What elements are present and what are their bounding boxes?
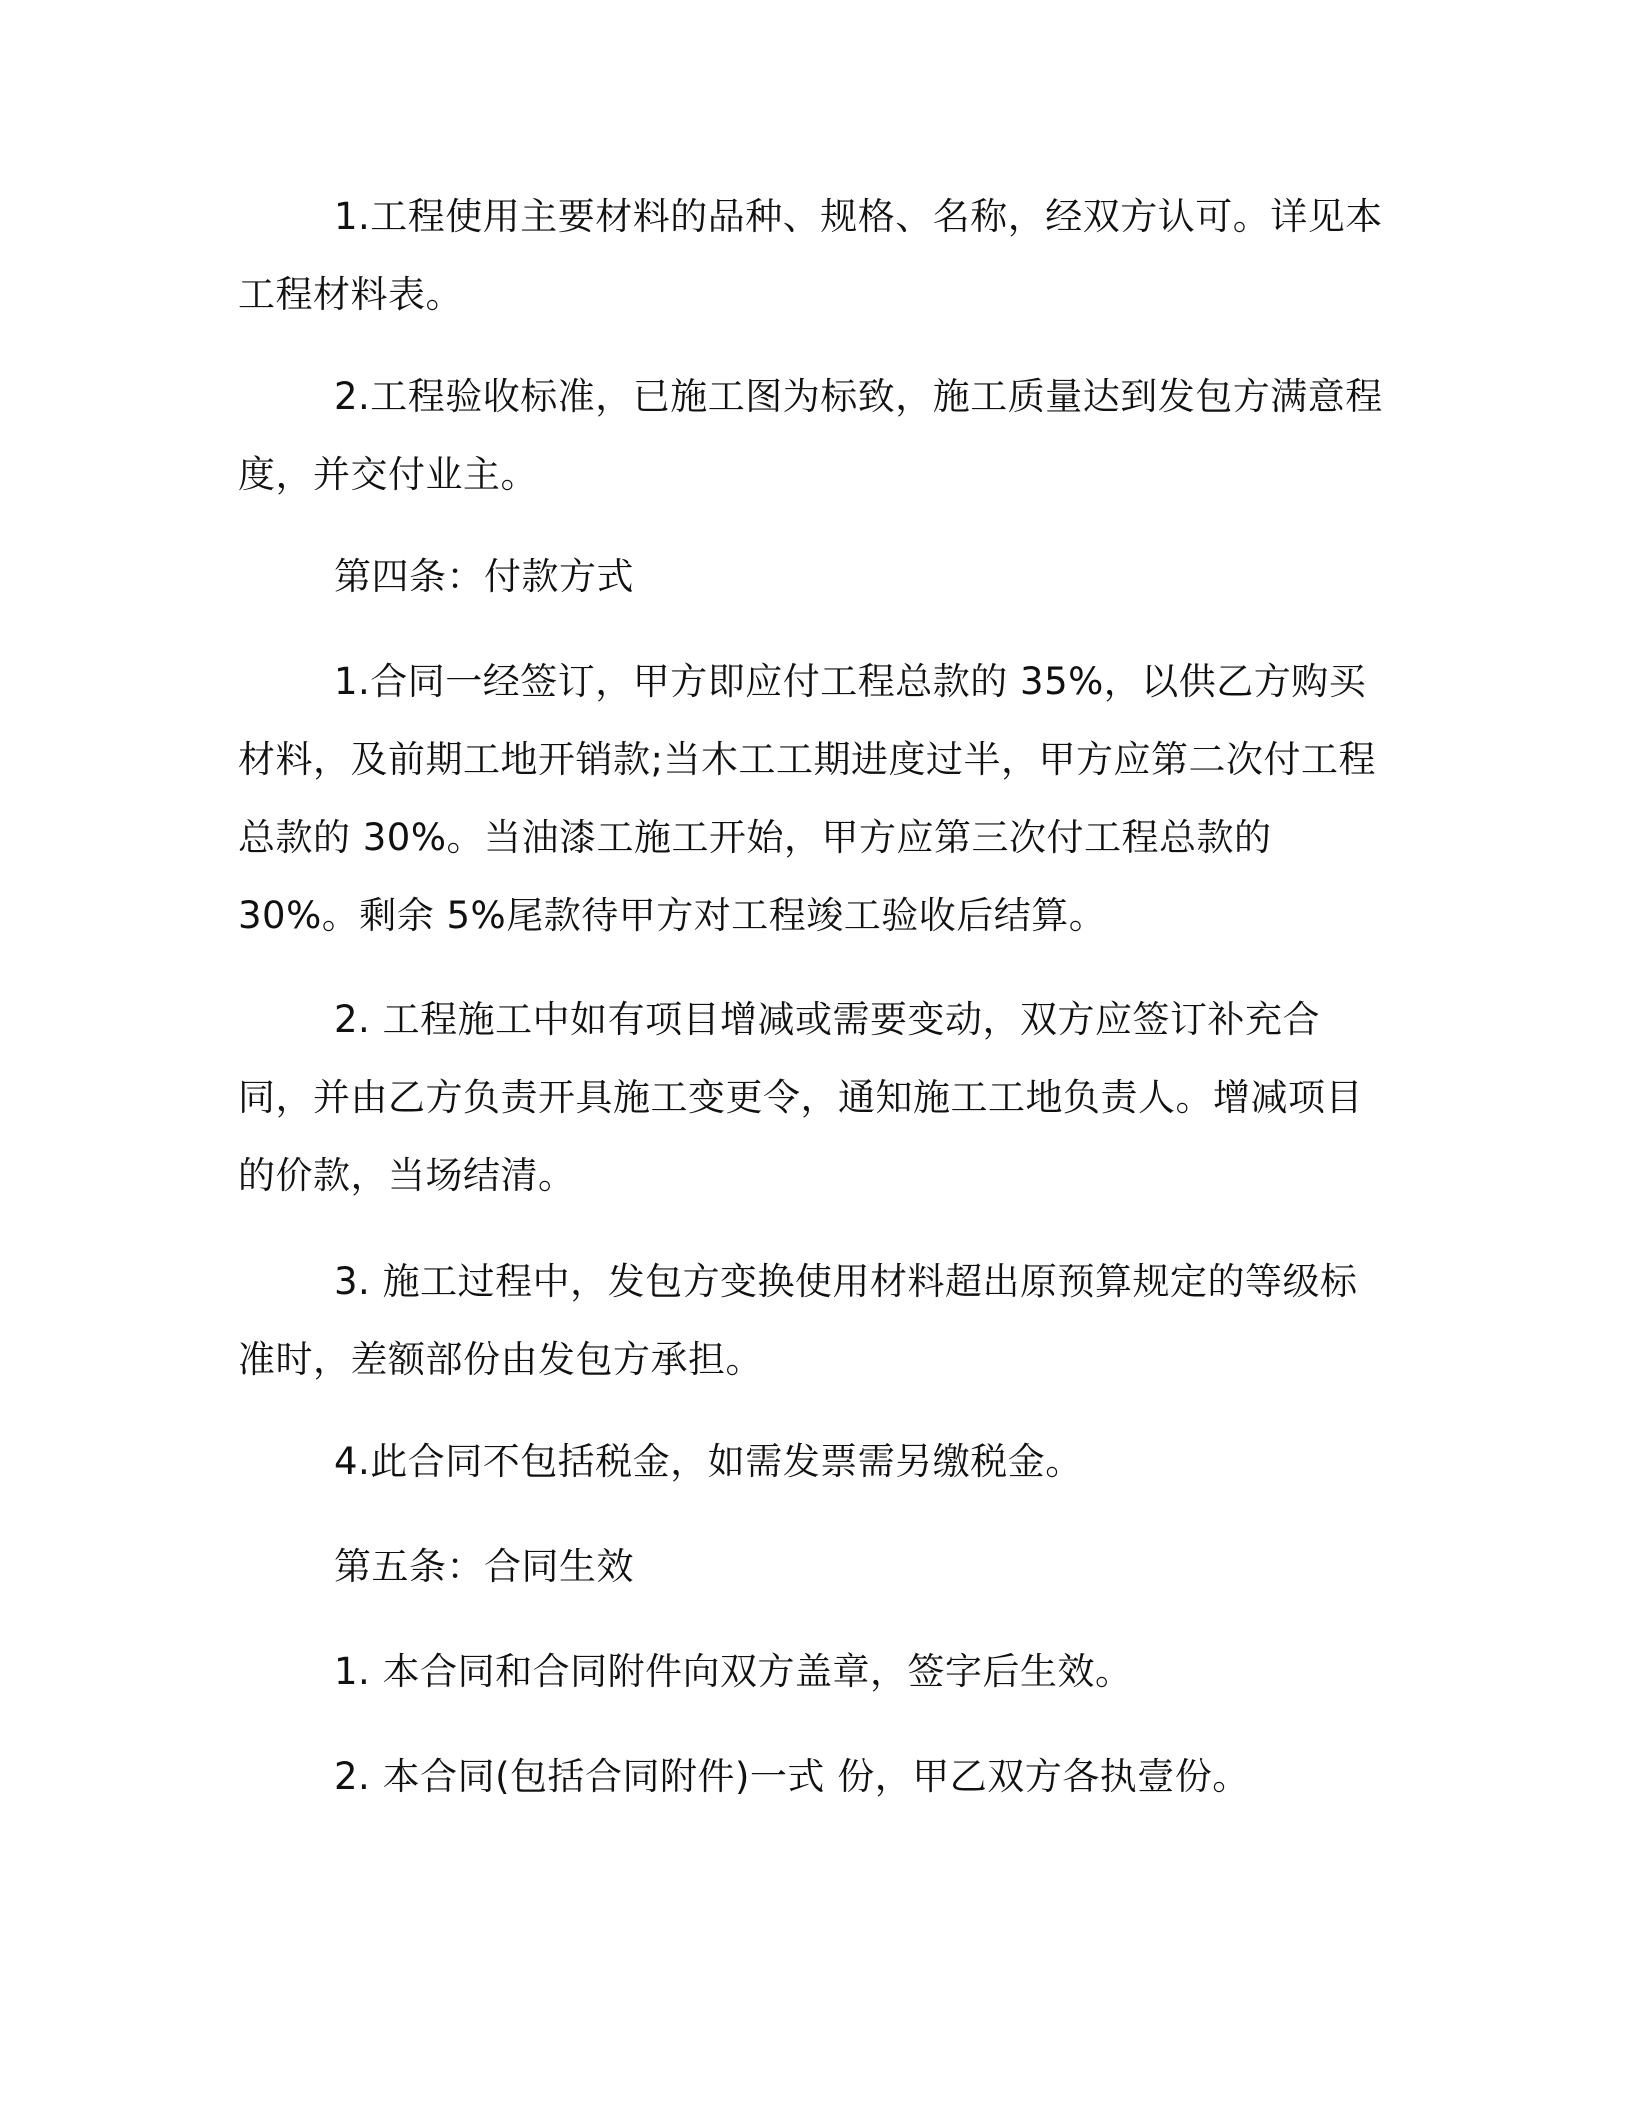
paragraph-payment-schedule: 1.合同一经签订，甲方即应付工程总款的 35%，以供乙方购买材料，及前期工地开销款;当木工工期进度过半，甲方应第二次付工程总款的 30%。当油漆工施工开始，甲方应第三次付工程总款的 30%。剩余 5%尾款待甲方对工程竣工验收后结算。 [238,660,1376,937]
paragraph-tax: 4.此合同不包括税金，如需发票需另缴税金。 [334,1440,1083,1483]
paragraph-changes: 2. 工程施工中如有项目增减或需要变动，双方应签订补充合同，并由乙方负责开具施工变更令，通知施工工地负责人。增减项目的价款，当场结清。 [238,998,1363,1197]
paragraph-copies: 2. 本合同(包括合同附件)一式 份，甲乙双方各执壹份。 [334,1755,1250,1798]
section-heading-effect: 第五条：合同生效 [334,1545,634,1588]
section-heading-payment: 第四条：付款方式 [334,555,634,598]
paragraph-material-upgrade: 3. 施工过程中，发包方变换使用材料超出原预算规定的等级标准时，差额部份由发包方承担。 [238,1260,1358,1381]
paragraph-acceptance: 2.工程验收标准，已施工图为标致，施工质量达到发包方满意程度，并交付业主。 [238,375,1383,496]
paragraph-effective: 1. 本合同和合同附件向双方盖章，签字后生效。 [334,1650,1133,1693]
paragraph-materials: 1.工程使用主要材料的品种、规格、名称，经双方认可。详见本工程材料表。 [238,195,1383,316]
